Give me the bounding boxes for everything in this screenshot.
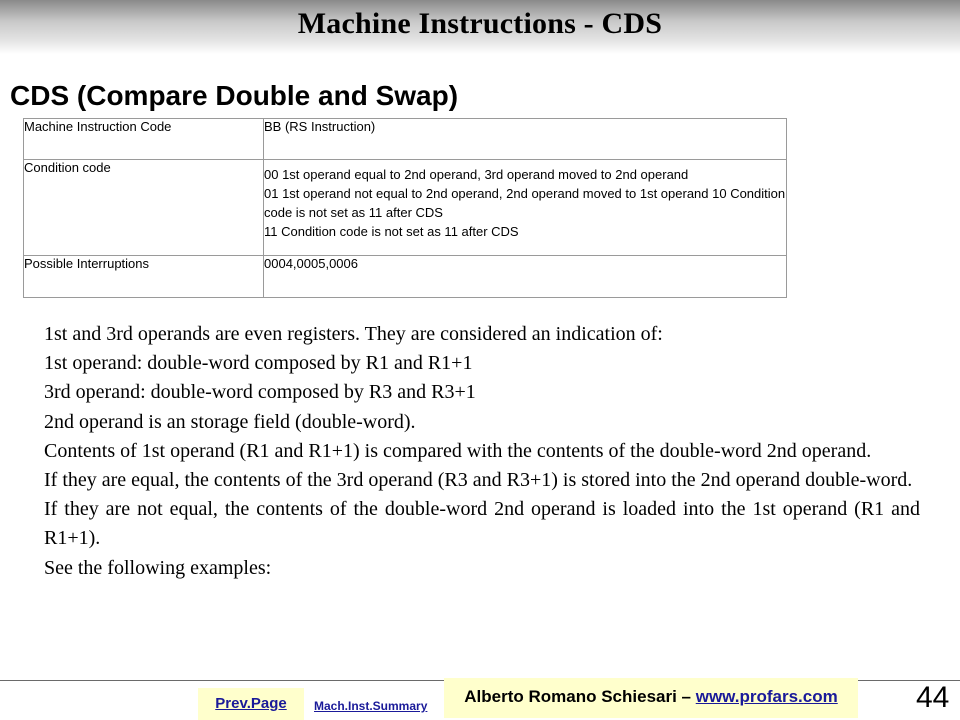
table-label-cell: [24, 160, 264, 256]
table-row: [24, 256, 787, 298]
title-bar: [0, 0, 960, 54]
interruptions-value: 0004,0005,0006: [264, 256, 358, 271]
condition-code-line: 11 Condition code is not set as 11 after CDS: [264, 224, 519, 239]
interruptions-label: Possible Interruptions: [24, 256, 150, 271]
summary-link[interactable]: Mach.Inst.Summary: [314, 699, 428, 713]
body-text: [44, 320, 920, 583]
author-name: Alberto Romano Schiesari –: [464, 687, 696, 706]
body-paragraph: See the following examples:: [44, 556, 272, 579]
machine-code-label: Machine Instruction Code: [24, 119, 172, 134]
slide-title: Machine Instructions - CDS: [297, 7, 663, 40]
body-paragraph: If they are equal, the contents of the 3rd operand (R3 and R3+1) is stored into the 2nd operand double-word.: [44, 469, 913, 492]
body-paragraph: 3rd operand: double-word composed by R3 and R3+1: [44, 381, 476, 404]
table-value-cell: [264, 160, 787, 256]
machine-code-value: BB (RS Instruction): [264, 119, 376, 134]
body-paragraph: 2nd operand is an storage field (double-word).: [44, 410, 416, 433]
body-paragraph: 1st and 3rd operands are even registers. They are considered an indication of:: [44, 323, 663, 345]
page-number: 44: [916, 681, 950, 714]
condition-code-label: Condition code: [24, 160, 111, 175]
table-row: [24, 119, 787, 160]
website-link[interactable]: www.profars.com: [695, 687, 838, 706]
condition-code-line: 01 1st operand not equal to 2nd operand, 2nd operand moved to 1st operand 10 Condition code is not set as 11 after CDS: [264, 186, 786, 220]
table-value-cell: [264, 119, 787, 160]
table-label-cell: [24, 119, 264, 160]
condition-code-values: [264, 160, 786, 248]
condition-code-line: 00 1st operand equal to 2nd operand, 3rd operand moved to 2nd operand: [264, 167, 689, 182]
body-paragraph: 1st operand: double-word composed by R1 and R1+1: [44, 352, 473, 375]
author-credit: [444, 678, 858, 718]
body-paragraph: Contents of 1st operand (R1 and R1+1) is compared with the contents of the double-word 2nd operand.: [44, 439, 872, 462]
table-value-cell: [264, 256, 787, 298]
prev-page-button[interactable]: [198, 688, 304, 720]
slide-subtitle: CDS (Compare Double and Swap): [10, 80, 459, 111]
table-label-cell: [24, 256, 264, 298]
table-row: [24, 160, 787, 256]
prev-page-link[interactable]: Prev.Page: [215, 695, 287, 712]
body-paragraph: If they are not equal, the contents of the double-word 2nd operand is loaded into the 1st operand (R1 and R1+1).: [44, 498, 920, 550]
instruction-table: [23, 118, 787, 298]
